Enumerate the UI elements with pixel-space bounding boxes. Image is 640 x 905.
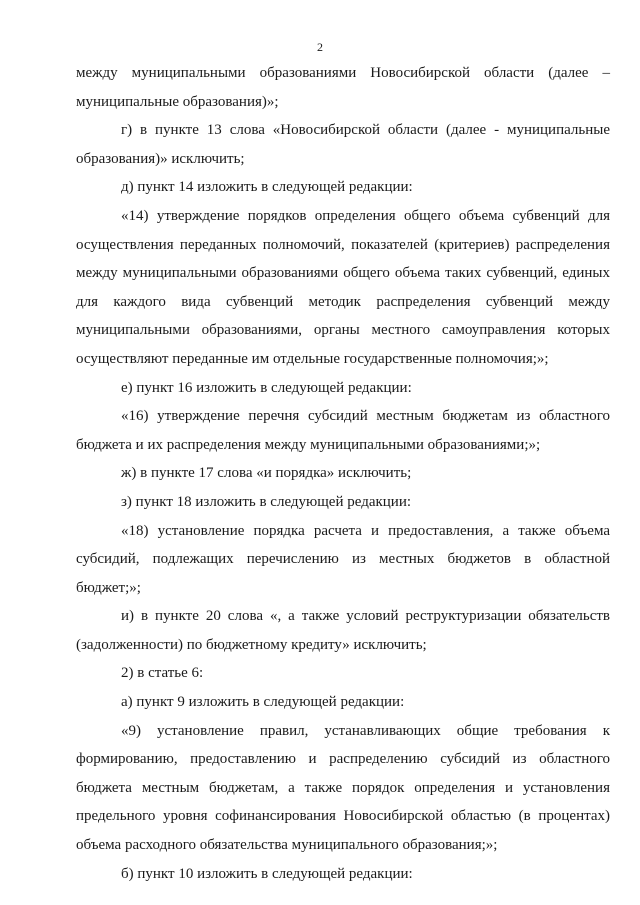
- paragraph-quote-14: «14) утверждение порядков определения общего объема субвенций для осуществления переданных полномочий, показателей (критериев) распределения между муниципальными образованиями общего объема таких субвенций, единых для каждого вида субвенций методик распределения субвенций между муниципальными образованиями, органы местного самоуправления которых осуществляют переданные им отдельные государственные полномочия;»;: [76, 207, 610, 367]
- paragraph-item-i: и) в пункте 20 слова «, а также условий реструктуризации обязательств (задолженности) по бюджетному кредиту» исключить;: [76, 608, 610, 653]
- paragraph-item-z: з) пункт 18 изложить в следующей редакции:: [121, 493, 412, 510]
- paragraph-item-a: а) пункт 9 изложить в следующей редакции:: [121, 694, 405, 711]
- paragraph-continuation: между муниципальными образованиями Новосибирской области (далее – муниципальные образования)»;: [76, 65, 610, 110]
- paragraph-quote-16: «16) утверждение перечня субсидий местным бюджетам из областного бюджета и их распределения между муниципальными образованиями;»;: [76, 408, 610, 453]
- paragraph-item-d: д) пункт 14 изложить в следующей редакции:: [121, 179, 413, 196]
- paragraph-item-e: е) пункт 16 изложить в следующей редакции:: [121, 379, 412, 396]
- paragraph-section-2: 2) в статье 6:: [121, 665, 204, 682]
- paragraph-item-zh: ж) в пункте 17 слова «и порядка» исключить;: [121, 465, 412, 482]
- page-number: 2: [317, 40, 323, 54]
- paragraph-item-g: г) в пункте 13 слова «Новосибирской области (далее - муниципальные образования)» исключить;: [76, 122, 610, 167]
- paragraph-quote-18: «18) установление порядка расчета и предоставления, а также объема субсидий, подлежащих перечислению из местных бюджетов в областной бюджет;»;: [76, 522, 610, 596]
- paragraph-item-b: б) пункт 10 изложить в следующей редакции:: [121, 865, 413, 882]
- paragraph-quote-9: «9) установление правил, устанавливающих общие требования к формированию, предоставлению и распределению субсидий из областного бюджета местным бюджетам, а также порядок определения и установления предельного уровня софинансирования Новосибирской областью (в процентах) объема расходного обязательства муниципального образования;»;: [76, 722, 610, 854]
- document-body: [76, 59, 610, 888]
